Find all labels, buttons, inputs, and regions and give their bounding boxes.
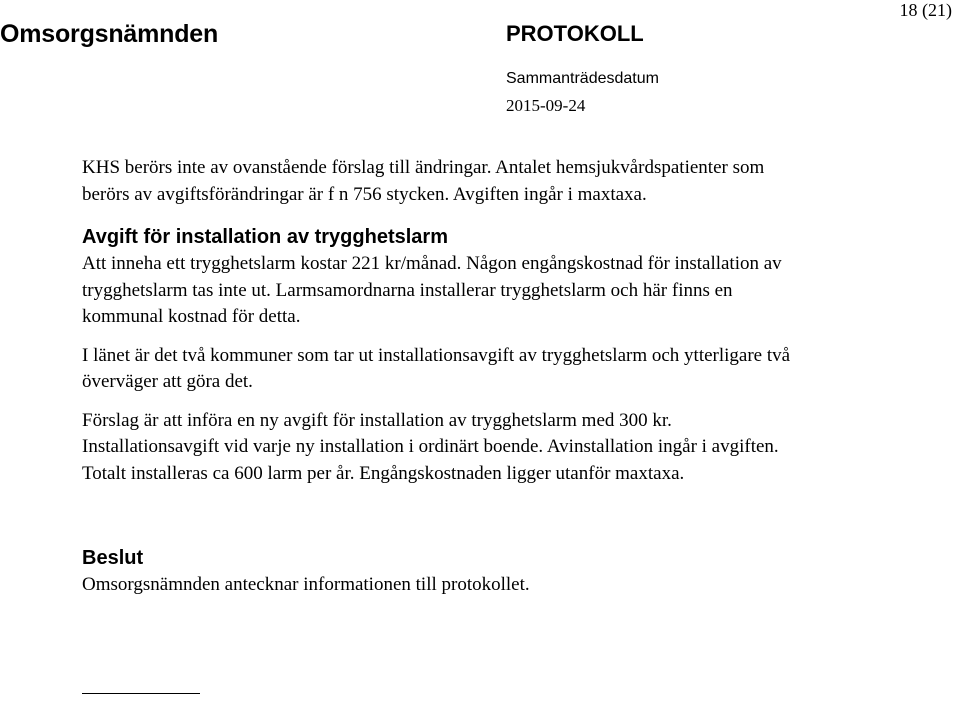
- meeting-date: 2015-09-24: [506, 96, 586, 115]
- decision-heading: Beslut: [82, 547, 144, 569]
- decision-text: Omsorgsnämnden antecknar informationen till protokollet.: [82, 574, 530, 595]
- section-paragraph-2: I länet är det två kommuner som tar ut installationsavgift av trygghetslarm och ytterligare två överväger att göra det.: [82, 344, 791, 392]
- signature-line: [82, 693, 200, 694]
- document-body: [82, 155, 802, 599]
- page-number: 18 (21): [899, 0, 952, 20]
- section-paragraph-1: Att inneha ett trygghetslarm kostar 221 kr/månad. Någon engångskostnad för installation av trygghetslarm tas inte ut. Larmsamordnarna installerar trygghetslarm och här finns en kommunal kostnad för detta.: [82, 253, 782, 327]
- section-heading: Avgift för installation av trygghetslarm: [82, 226, 448, 248]
- section-paragraph-3: Förslag är att införa en ny avgift för installation av trygghetslarm med 300 kr. Installationsavgift vid varje ny installation i ordinärt boende. Avinstallation ingår i avgiften. Totalt installeras ca 600 larm per år. Engångskostnaden ligger utanför maxtaxa.: [82, 409, 779, 484]
- document-type: PROTOKOLL: [506, 21, 644, 46]
- meeting-date-label: Sammanträdesdatum: [506, 70, 659, 87]
- intro-paragraph: KHS berörs inte av ovanstående förslag till ändringar. Antalet hemsjukvårdspatienter som berörs av avgiftsförändringar är f n 756 stycken. Avgiften ingår i maxtaxa.: [82, 157, 765, 205]
- organization-name: Omsorgsnämnden: [0, 20, 219, 48]
